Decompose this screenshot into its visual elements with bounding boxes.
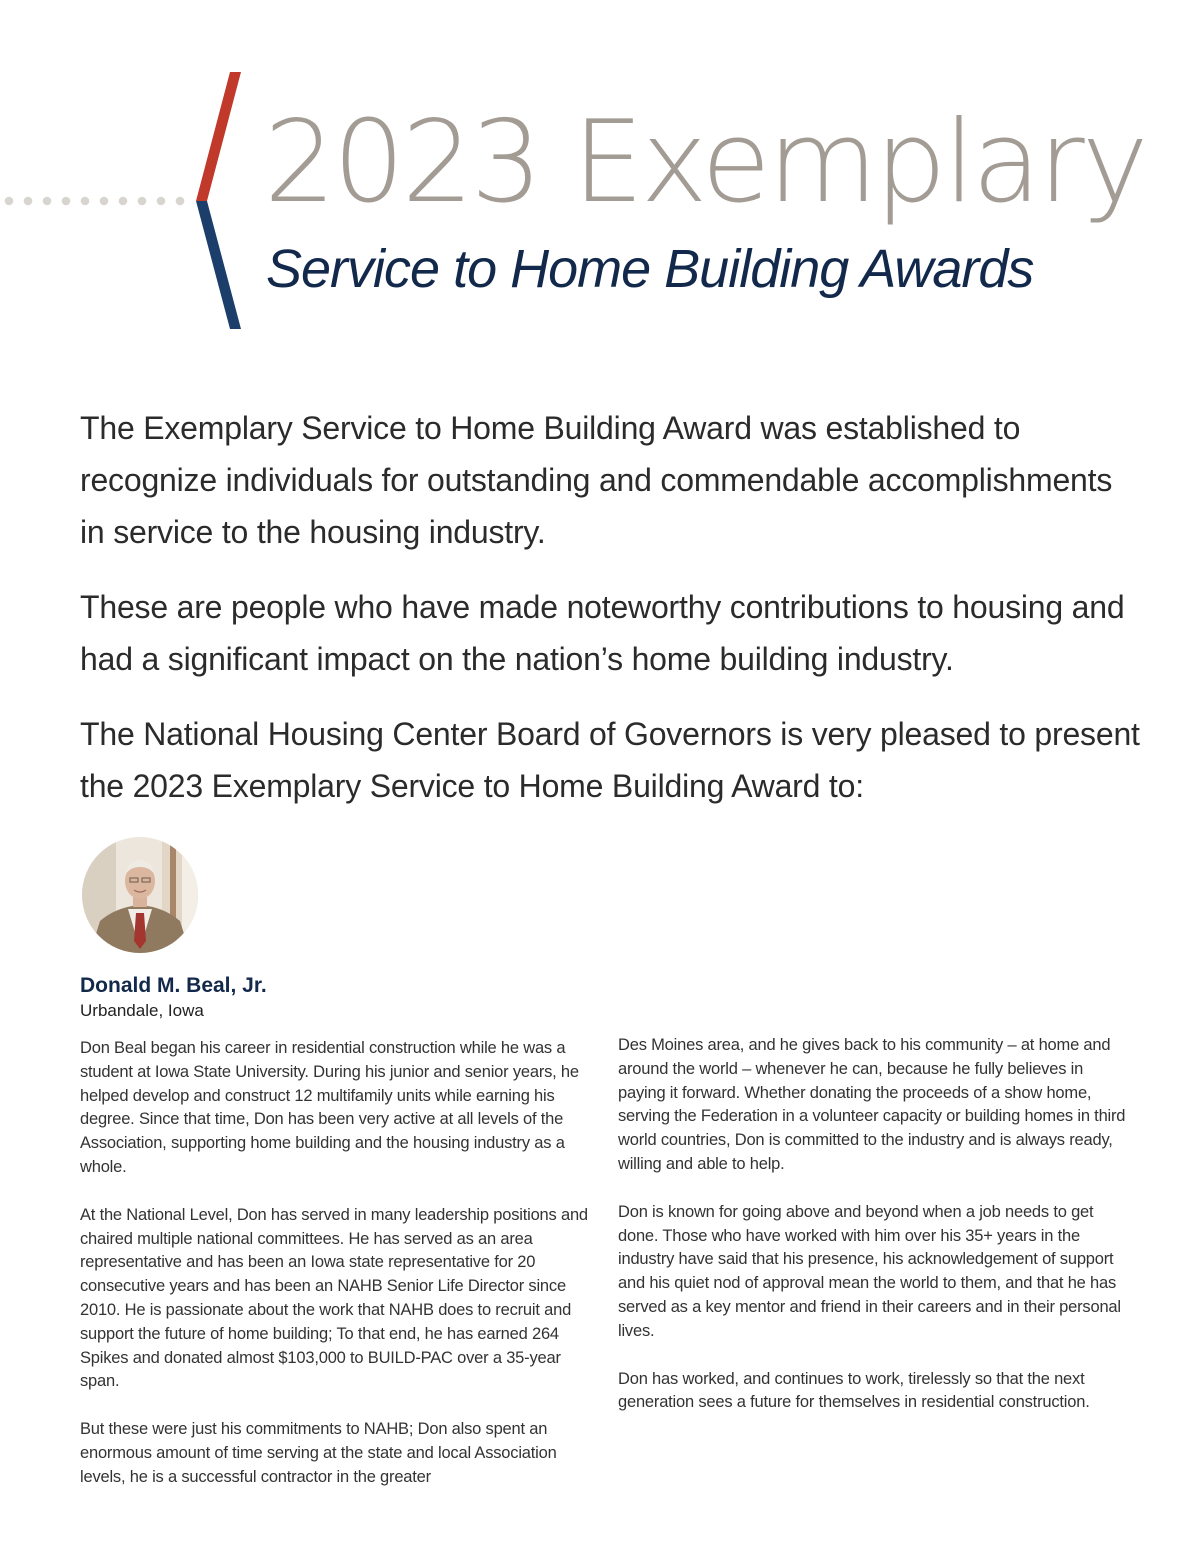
bio-paragraph: Des Moines area, and he gives back to his community – at home and around the world – whenever he can, because he fully believes in paying it forward. Whether donating the proceeds of a show home, serving the Federation in a volunteer capacity or building homes in third world countries, Don is committed to the industry and is always ready, willing and able to help. (618, 1036, 1126, 1173)
honoree-location: Urbandale, Iowa (80, 1001, 204, 1020)
intro-paragraph: The Exemplary Service to Home Building Award was established to recognize individuals for outstanding and commendable accomplishments in service to the housing industry. (80, 410, 1113, 550)
title-year: 2023 Exemplary (264, 96, 1146, 228)
intro-section (80, 402, 1140, 835)
bio-column-left (80, 1037, 590, 1514)
red-chevron-stroke (196, 72, 241, 201)
bio-column-right (618, 1034, 1128, 1439)
navy-chevron-stroke (196, 201, 241, 329)
bio-paragraph: Don has worked, and continues to work, tirelessly so that the next generation sees a future for themselves in residential construction. (618, 1369, 1090, 1412)
dotted-leader-line (5, 197, 185, 206)
intro-paragraph: These are people who have made noteworthy contributions to housing and had a significant impact on the nation’s home building industry. (80, 589, 1125, 677)
title-subtitle: Service to Home Building Awards (266, 239, 1034, 299)
bio-paragraph: But these were just his commitments to NAHB; Don also spent an enormous amount of time serving at the state and local Association levels, he is a successful contractor in the greater (80, 1420, 557, 1486)
bio-paragraph: Don is known for going above and beyond when a job needs to get done. Those who have worked with him over his 35+ years in the industry have said that his presence, his acknowledgement of support and his quiet nod of approval mean the world to them, and that he has served as a key mentor and friend in their careers and in their personal lives. (618, 1202, 1121, 1340)
bio-paragraph: Don Beal began his career in residential construction while he was a student at Iowa State University. During his junior and senior years, he helped develop and construct 12 multifamily units while earning his degree. Since that time, Don has been very active at all levels of the Association, supporting home building and the housing industry as a whole. (80, 1039, 579, 1176)
honoree-name: Donald M. Beal, Jr. (80, 974, 267, 997)
honoree-portrait (82, 837, 198, 953)
bio-paragraph: At the National Level, Don has served in many leadership positions and chaired multiple national committees. He has served as an area representative and has been an Iowa state representative for 20 consecutive years and has been an NAHB Senior Life Director since 2010. He is passionate about the work that NAHB does to recruit and support the future of home building; To that end, he has earned 264 Spikes and donated almost $103,000 to BUILD-PAC over a 35-year span. (80, 1205, 588, 1391)
intro-paragraph: The National Housing Center Board of Governors is very pleased to present the 2023 Exemplary Service to Home Building Award to: (80, 716, 1140, 804)
